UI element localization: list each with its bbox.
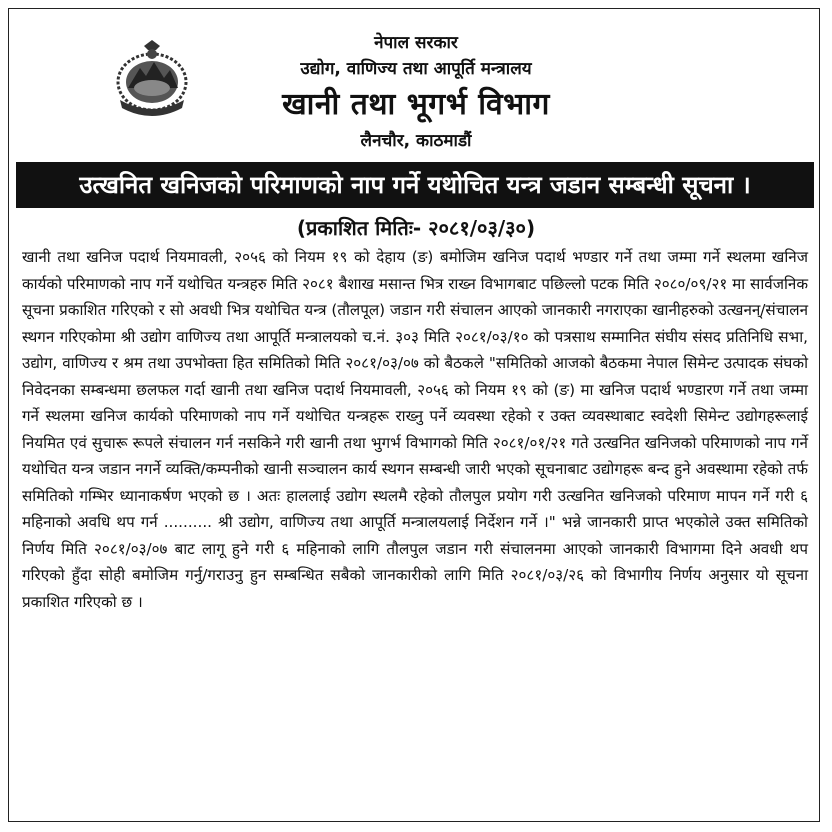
department-name: खानी तथा भूगर्भ विभाग [282,87,550,122]
notice-body [22,244,808,615]
government-name: नेपाल सरकार [374,33,458,53]
ministry-name: उद्योग, वाणिज्य तथा आपूर्ति मन्त्रालय [300,59,532,79]
notice-title: उत्खनित खनिजको परिमाणको नाप गर्ने यथोचित यन्त्र जडान सम्बन्धी सूचना । [79,171,751,199]
notice-body-text: खानी तथा खनिज पदार्थ नियमावली, २०५६ को नियम १९ को देहाय (ङ) बमोजिम खनिज पदार्थ भण्डार गर्ने तथा जम्मा गर्ने स्थलमा खनिज कार्यको परिमाणको नाप गर्ने यथोचित यन्त्रहरु मिति २०८१ बैशाख मसान्त भित्र राख्न विभागबाट पछिल्लो पटक मिति २०८०/०९/२१ मा सार्वजनिक सूचना प्रकाशित गरिएको र सो अवधी भित्र यथोचित यन्त्र (तौलपूल) जडान गरी संचालन आएको जानकारी नगराएका खानीहरुको उत्खनन्/संचालन स्थगन गरिएकोमा श्री उद्योग वाणिज्य तथा आपूर्ति मन्त्रालयको च.नं. ३०३ मिति २०८१/०३/१० को पत्रसाथ सम्मानित संघीय संसद प्रतिनिधि सभा, उद्योग, वाणिज्य र श्रम तथा उपभोक्ता हित समितिको मिति २०८१/०३/०७ को बैठकले "समितिको आजको बैठकमा नेपाल सिमेन्ट उत्पादक संघको निवेदनका सम्बन्धमा छलफल गर्दा खानी तथा खनिज पदार्थ नियमावली, २०५६ को नियम १९ को (ङ) मा खनिज पदार्थ भण्डारण गर्ने तथा जम्मा गर्ने स्थलमा खनिज कार्यको परिमाणको नाप गर्ने यथोचित यन्त्रहरू राख्नु पर्ने व्यवस्था रहेको र उक्त व्यवस्थाबाट स्वदेशी सिमेन्ट उद्योगहरूलाई नियमित एवं सुचारू रूपले संचालन गर्न नसकिने गरी खानी तथा भुगर्भ विभागको मिति २०८१/०१/२१ गते उत्खनित खनिजको परिमाणको नाप गर्ने यथोचित यन्त्र जडान नगर्ने व्यक्ति/कम्पनीको खानी सञ्चालन कार्य स्थगन सम्बन्धी जारी भएको सूचनाबाट उद्योगहरू बन्द हुने अवस्थामा रहेको तर्फ समितिको गम्भिर ध्यानाकर्षण भएको छ । अतः हाललाई उद्योग स्थलमै रहेको तौलपुल प्रयोग गरी उत्खनित खनिजको परिमाण मापन गर्ने गरी ६ महिनाको अवधि थप गर्न .......... श्री उद्योग, वाणिज्य तथा आपूर्ति मन्त्रालयलाई निर्देशन गर्ने ।" भन्ने जानकारी प्राप्त भएकोले उक्त समितिको निर्णय मिति २०८१/०३/०७ बाट लागू हुने गरी ६ महिनाको लागि तौलपुल जडान गरी संचालनमा आएको जानकारी विभागमा दिने अवधी थप गरिएको हुँदा सोही बमोजिम गर्नु/गराउनु हुन सम्बन्धित सबैको जानकारीको लागि मिति २०८१/०३/२६ को विभागीय निर्णय अनुसार यो सूचना प्रकाशित गरिएको छ । [22,248,808,611]
published-date: (प्रकाशित मितिः- २०८१/०३/३०) [296,216,536,240]
office-location: लैनचौर, काठमाडौं [360,131,472,151]
notice-title-banner [16,162,814,208]
